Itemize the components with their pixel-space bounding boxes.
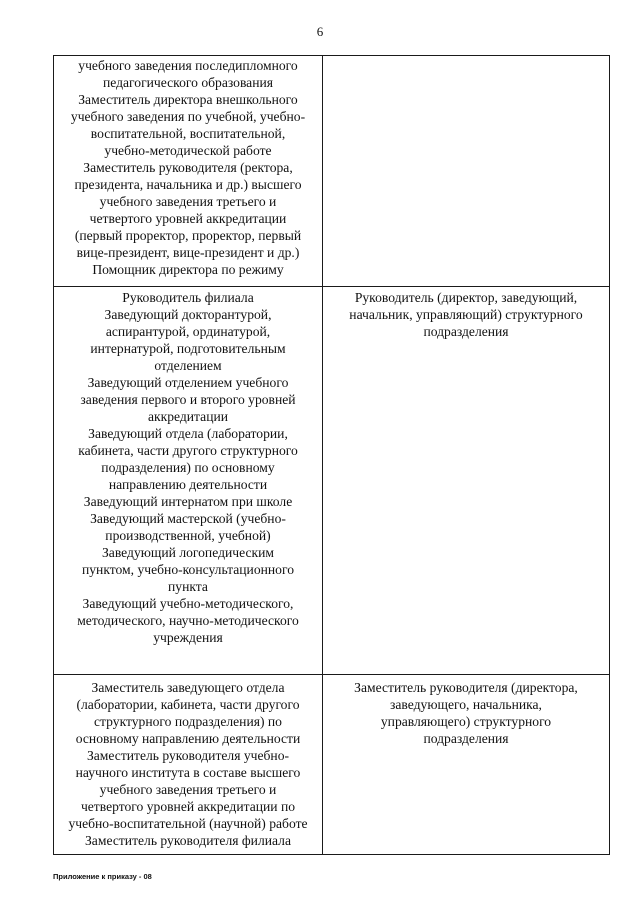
cell-line: пунктом, учебно-консультационного <box>81 562 295 577</box>
cell-line: Заведующий докторантурой, <box>104 307 272 322</box>
cell-line: Заместитель директора внешкольного <box>78 92 298 107</box>
cell-line: учебно-методической работе <box>104 143 272 158</box>
left-cell <box>54 56 323 287</box>
cell-line: Заместитель руководителя учебно- <box>86 748 290 763</box>
cell-line: учебного заведения третьего и <box>99 782 277 797</box>
page-number: 6 <box>316 24 324 39</box>
cell-line: заведующего, начальника, <box>390 697 542 712</box>
cell-line: направлению деятельности <box>108 477 268 492</box>
cell-line: управляющего) структурного <box>380 714 552 729</box>
right-cell <box>323 287 610 675</box>
cell-line: аспирантурой, ординатурой, <box>105 324 271 339</box>
cell-line: основному направлению деятельности <box>75 731 301 746</box>
cell-line: кабинета, части другого структурного <box>78 443 298 458</box>
cell-line: Руководитель филиала <box>122 290 254 305</box>
cell-line: учебного заведения последипломного <box>78 58 298 73</box>
cell-line: учебного заведения по учебной, учебно- <box>70 109 306 124</box>
cell-line: методического, научно-методического <box>77 613 299 628</box>
cell-line: интернатурой, подготовительным <box>90 341 286 356</box>
cell-line: президента, начальника и др.) высшего <box>74 177 302 192</box>
cell-line: Заместитель руководителя (ректора, <box>83 160 293 175</box>
cell-line: подразделения) по основному <box>101 460 275 475</box>
cell-line: Заместитель руководителя филиала <box>85 833 291 848</box>
cell-line: Заместитель руководителя (директора, <box>354 680 578 695</box>
cell-line: учебно-воспитательной (научной) работе <box>68 816 308 831</box>
cell-line: Заведующий отдела (лаборатории, <box>88 426 288 441</box>
cell-line: Заведующий логопедическим <box>102 545 274 560</box>
cell-line: Заведующий мастерской (учебно- <box>90 511 286 526</box>
cell-line: отделением <box>154 358 222 373</box>
cell-line: Заведующий интернатом при школе <box>83 494 293 509</box>
table-row <box>54 675 610 855</box>
left-cell <box>54 287 323 675</box>
cell-line: педагогического образования <box>102 75 274 90</box>
cell-line: учебного заведения третьего и <box>99 194 277 209</box>
cell-line: структурного подразделения) по <box>94 714 282 729</box>
footer-note: Приложение к приказу - 08 <box>53 872 152 881</box>
cell-line: начальник, управляющий) структурного <box>349 307 583 322</box>
table-row <box>54 56 610 287</box>
right-cell <box>323 675 610 855</box>
cell-line: воспитательной, воспитательной, <box>90 126 286 141</box>
cell-line: (первый проректор, проректор, первый <box>74 228 302 243</box>
right-cell <box>323 56 610 287</box>
cell-line: аккредитации <box>147 409 229 424</box>
positions-table <box>53 55 610 855</box>
cell-line: подразделения <box>423 731 509 746</box>
cell-line: четвертого уровней аккредитации по <box>80 799 296 814</box>
cell-line: Помощник директора по режиму <box>92 262 284 277</box>
left-cell <box>54 675 323 855</box>
cell-line: Заместитель заведующего отдела <box>91 680 285 695</box>
cell-line: производственной, учебной) <box>105 528 271 543</box>
cell-line: подразделения <box>423 324 509 339</box>
cell-line: четвертого уровней аккредитации <box>89 211 287 226</box>
cell-line: научного института в составе высшего <box>75 765 301 780</box>
cell-line: Заведующий отделением учебного <box>87 375 289 390</box>
table-row <box>54 287 610 675</box>
cell-line: вице-президент, вице-президент и др.) <box>76 245 300 260</box>
cell-line: Заведующий учебно-методического, <box>82 596 294 611</box>
cell-line: заведения первого и второго уровней <box>80 392 296 407</box>
cell-line: Руководитель (директор, заведующий, <box>354 290 578 305</box>
cell-line: учреждения <box>153 630 223 645</box>
cell-line: пункта <box>168 579 208 594</box>
cell-line: (лаборатории, кабинета, части другого <box>76 697 300 712</box>
